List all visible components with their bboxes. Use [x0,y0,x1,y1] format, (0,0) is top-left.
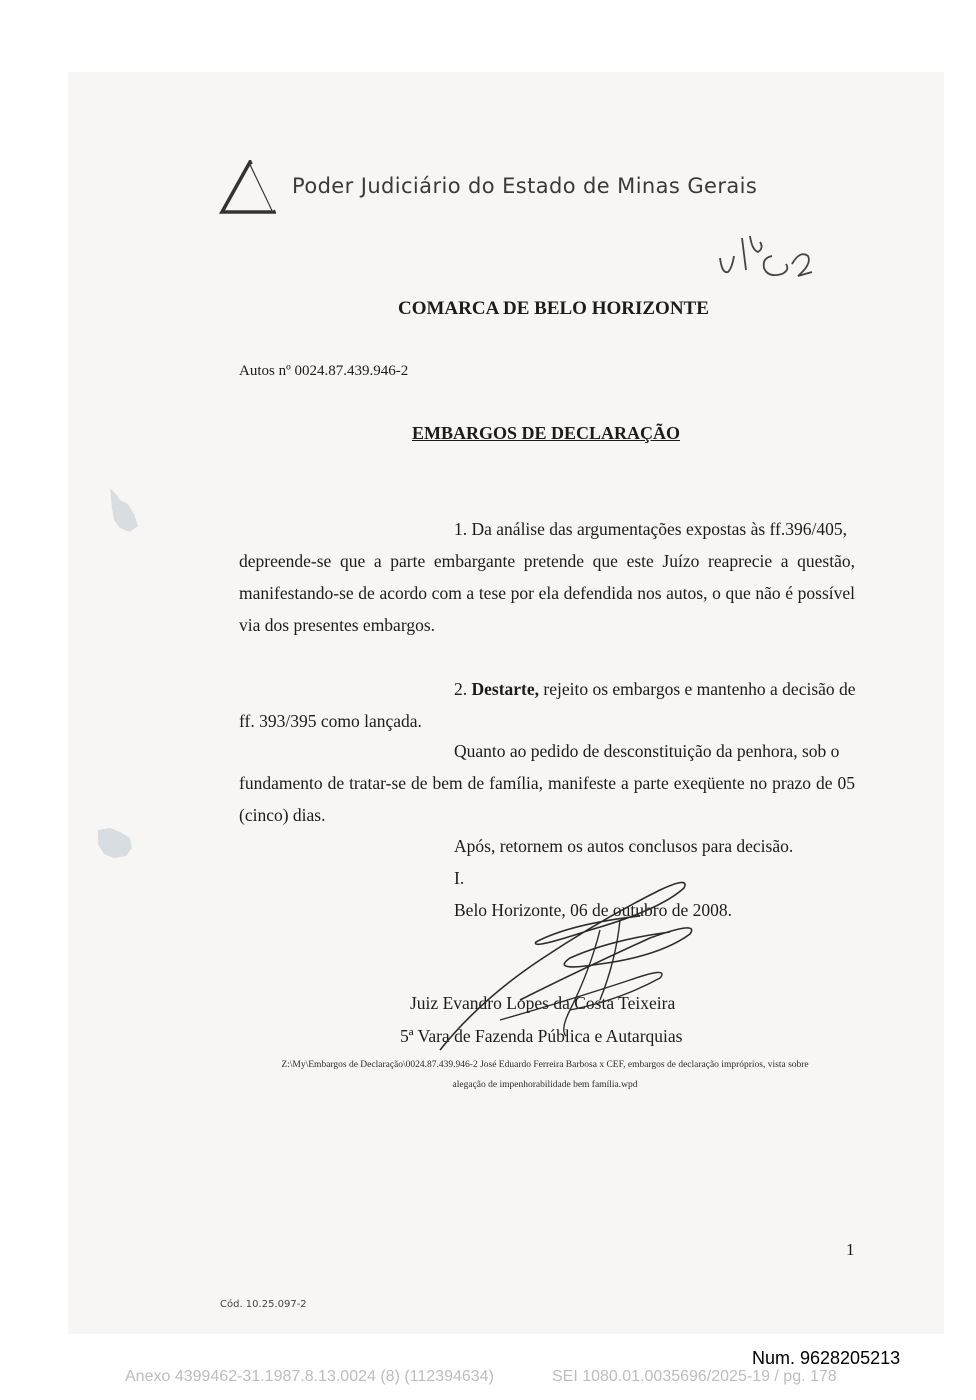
paragraph-1-line-2: depreende-se que a parte embargante pretende que este Juízo reaprecie a questão, [239,551,855,571]
sei-watermark: SEI 1080.01.0035696/2025-19 / pg. 178 [552,1368,837,1385]
closing-paragraph: Após, retornem os autos conclusos para decisão. [454,836,794,856]
anexo-watermark: Anexo 4399462-31.1987.8.13.0024 (8) (112394634) [125,1368,494,1385]
paragraph-2-text: rejeito os embargos e mantenho a decisão de [543,679,856,699]
file-path-line-2: alegação de impenhorabilidade bem família.wpd [452,1080,638,1090]
paragraph-2-bold-word: Destarte, [471,679,540,699]
paragraph-1-line-1: 1. Da análise das argumentações expostas às ff.396/405, [454,519,847,539]
paragraph-3-line-1: Quanto ao pedido de desconstituição da penhora, sob o [454,741,840,761]
triangle-logo-icon [218,160,276,216]
punch-hole-mark [92,824,136,862]
file-path-line-1: Z:\My\Embargos de Declaração\0024.87.439.946-2 José Eduardo Ferreira Barbosa x CEF, embargos de declaração impróprios, vista sobre [281,1060,809,1070]
form-code: Cód. 10.25.097-2 [220,1299,307,1310]
comarca-heading: COMARCA DE BELO HORIZONTE [398,298,709,319]
court-name: Poder Judiciário do Estado de Minas Gerais [292,174,758,198]
paragraph-2-line-2: ff. 393/395 como lançada. [239,711,422,731]
judge-name: Juiz Evandro Lopes da Costa Teixeira [410,993,676,1013]
case-number: Autos nº 0024.87.439.946-2 [239,363,409,379]
file-path-footer [230,1055,860,1095]
paragraph-3-line-3: (cinco) dias. [239,805,326,825]
paragraph-1-line-3: manifestando-se de acordo com a tese por ela defendida nos autos, o que não é possível [239,583,855,603]
document-num-stamp: Num. 9628205213 [752,1348,901,1368]
punch-hole-mark [104,486,140,534]
handwritten-signature-icon [420,860,720,1060]
document-title: EMBARGOS DE DECLARAÇÃO [412,423,681,443]
paragraph-2-line-1 [454,679,856,699]
handwritten-page-number-icon [712,228,816,290]
paragraph-1-line-4: via dos presentes embargos. [239,615,436,635]
court-unit: 5ª Vara de Fazenda Pública e Autarquias [400,1026,683,1046]
page-number: 1 [846,1240,855,1259]
intimation-mark: I. [454,868,465,888]
paragraph-2-number: 2. [454,679,468,699]
paragraph-3-line-2: fundamento de tratar-se de bem de família, manifeste a parte exeqüente no prazo de 05 [239,773,855,793]
date-line: Belo Horizonte, 06 de outubro de 2008. [454,900,733,920]
